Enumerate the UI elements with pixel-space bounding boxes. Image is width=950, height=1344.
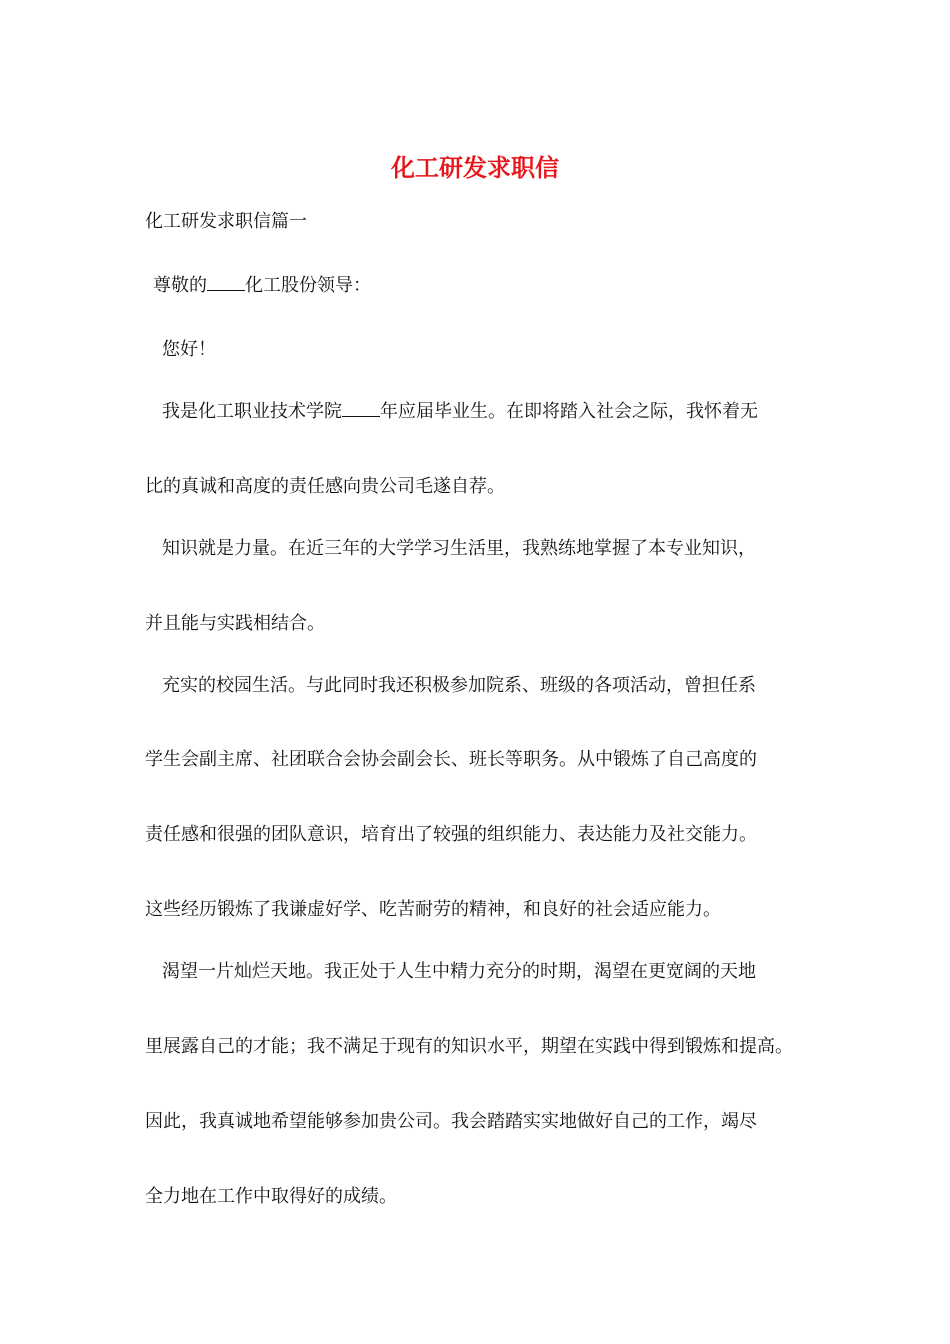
section-heading: 化工研发求职信篇一 — [145, 211, 307, 232]
document-title: 化工研发求职信 — [391, 153, 559, 182]
body-line: 充实的校园生活。与此同时我还积极参加院系、班级的各项活动，曾担任系 — [162, 675, 756, 696]
body-line: 全力地在工作中取得好的成绩。 — [145, 1186, 397, 1207]
blank-underline — [342, 398, 380, 417]
salutation-suffix: 化工股份领导： — [245, 275, 371, 296]
body-line: 知识就是力量。在近三年的大学学习生活里，我熟练地掌握了本专业知识， — [162, 538, 756, 559]
greeting: 您好！ — [162, 339, 216, 360]
salutation-prefix: 尊敬的 — [153, 275, 207, 296]
body-line-post: 年应届毕业生。在即将踏入社会之际，我怀着无 — [380, 401, 758, 422]
body-line — [162, 398, 758, 426]
body-line: 责任感和很强的团队意识，培育出了较强的组织能力、表达能力及社交能力。 — [145, 824, 757, 845]
body-line-pre: 我是化工职业技术学院 — [162, 401, 342, 422]
body-line: 渴望一片灿烂天地。我正处于人生中精力充分的时期，渴望在更宽阔的天地 — [162, 961, 756, 982]
body-line: 这些经历锻炼了我谦虚好学、吃苦耐劳的精神，和良好的社会适应能力。 — [145, 899, 721, 920]
salutation — [153, 272, 371, 300]
body-line: 学生会副主席、社团联合会协会副会长、班长等职务。从中锻炼了自己高度的 — [145, 749, 757, 770]
body-line: 比的真诚和高度的责任感向贵公司毛遂自荐。 — [145, 476, 505, 497]
body-line: 里展露自己的才能；我不满足于现有的知识水平，期望在实践中得到锻炼和提高。 — [145, 1036, 793, 1057]
blank-underline — [207, 272, 245, 291]
body-line: 因此，我真诚地希望能够参加贵公司。我会踏踏实实地做好自己的工作，竭尽 — [145, 1111, 757, 1132]
body-line: 并且能与实践相结合。 — [145, 613, 325, 634]
